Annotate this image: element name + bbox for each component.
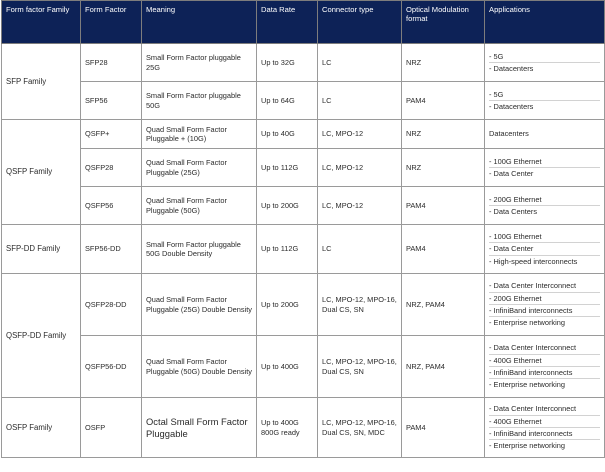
table-row: [2, 187, 605, 225]
form-factor-cell: SFP28: [81, 44, 142, 82]
header-modulation-format: Optical Modulation format: [402, 1, 485, 44]
applications-cell: [485, 82, 605, 120]
data-rate-cell: Up to 64G: [257, 82, 318, 120]
table-row: [2, 274, 605, 336]
meaning-cell: Quad Small Form Factor Pluggable (25G) Double Density: [142, 274, 257, 336]
data-rate-cell: Up to 200G: [257, 274, 318, 336]
applications-cell: [485, 149, 605, 187]
application-item: - High-speed interconnects: [489, 256, 578, 266]
application-item: - Enterprise networking: [489, 380, 565, 390]
application-item: - 100G Ethernet: [489, 231, 600, 243]
data-rate-cell: Up to 400G: [257, 336, 318, 398]
applications-cell: [485, 225, 605, 274]
application-item: - 5G: [489, 51, 600, 63]
data-rate-cell: Up to 32G: [257, 44, 318, 82]
applications-cell: [485, 398, 605, 458]
modulation-cell: NRZ, PAM4: [402, 336, 485, 398]
header-form-factor-family: Form factor Family: [2, 1, 81, 44]
meaning-cell: Quad Small Form Factor Pluggable (50G): [142, 187, 257, 225]
application-item: - Data Center Interconnect: [489, 403, 600, 415]
form-factor-cell: OSFP: [81, 398, 142, 458]
connector-cell: LC: [318, 44, 402, 82]
header-data-rate: Data Rate: [257, 1, 318, 44]
table-row: [2, 44, 605, 82]
application-item: Datacenters: [489, 129, 529, 139]
connector-cell: LC, MPO-12: [318, 187, 402, 225]
header-connector-type: Connector type: [318, 1, 402, 44]
connector-cell: LC, MPO-12, MPO-16, Dual CS, SN, MDC: [318, 398, 402, 458]
form-factor-cell: QSFP56-DD: [81, 336, 142, 398]
modulation-cell: PAM4: [402, 187, 485, 225]
connector-cell: LC, MPO-12: [318, 120, 402, 149]
form-factor-cell: SFP56: [81, 82, 142, 120]
application-item: - Datacenters: [489, 64, 534, 73]
application-item: - 400G Ethernet: [489, 416, 600, 428]
application-item: - Enterprise networking: [489, 441, 565, 451]
application-item: - Data Centers: [489, 207, 538, 216]
form-factor-table: [1, 0, 605, 458]
header-applications: Applications: [485, 1, 605, 44]
data-rate-cell: Up to 40G: [257, 120, 318, 149]
table-row: [2, 120, 605, 149]
application-item: - 200G Ethernet: [489, 194, 600, 206]
family-cell: QSFP-DD Family: [2, 274, 81, 398]
applications-cell: [485, 187, 605, 225]
data-rate-cell: Up to 112G: [257, 225, 318, 274]
form-factor-cell: QSFP+: [81, 120, 142, 149]
applications-cell: [485, 274, 605, 336]
meaning-cell: Quad Small Form Factor Pluggable (25G): [142, 149, 257, 187]
connector-cell: LC: [318, 225, 402, 274]
application-item: - Datacenters: [489, 102, 534, 111]
data-rate-cell: Up to 200G: [257, 187, 318, 225]
applications-cell: [485, 44, 605, 82]
meaning-cell: Small Form Factor pluggable 50G Double Density: [142, 225, 257, 274]
data-rate-cell: Up to 400G 800G ready: [257, 398, 318, 458]
modulation-cell: NRZ: [402, 149, 485, 187]
header-row: [2, 1, 605, 44]
form-factor-cell: QSFP28-DD: [81, 274, 142, 336]
table-row: [2, 149, 605, 187]
connector-cell: LC, MPO-12, MPO-16, Dual CS, SN: [318, 274, 402, 336]
connector-cell: LC, MPO-12, MPO-16, Dual CS, SN: [318, 336, 402, 398]
application-item: - Enterprise networking: [489, 318, 565, 328]
family-cell: OSFP Family: [2, 398, 81, 458]
application-item: - Data Center: [489, 243, 600, 255]
header-form-factor: Form Factor: [81, 1, 142, 44]
meaning-cell: Small Form Factor pluggable 25G: [142, 44, 257, 82]
application-item: - InfiniBand interconnects: [489, 428, 600, 440]
family-cell: QSFP Family: [2, 120, 81, 225]
meaning-cell: Small Form Factor pluggable 50G: [142, 82, 257, 120]
modulation-cell: NRZ: [402, 44, 485, 82]
header-meaning: Meaning: [142, 1, 257, 44]
form-factor-cell: QSFP28: [81, 149, 142, 187]
applications-cell: [485, 336, 605, 398]
modulation-cell: NRZ, PAM4: [402, 274, 485, 336]
data-rate-cell: Up to 112G: [257, 149, 318, 187]
application-item: - InfiniBand interconnects: [489, 305, 600, 317]
application-item: - Data Center Interconnect: [489, 342, 600, 354]
application-item: - Data Center Interconnect: [489, 280, 600, 292]
family-cell: SFP-DD Family: [2, 225, 81, 274]
meaning-cell: Octal Small Form Factor Pluggable: [142, 398, 257, 458]
application-item: - 5G: [489, 89, 600, 101]
meaning-cell: Quad Small Form Factor Pluggable (50G) Double Density: [142, 336, 257, 398]
meaning-cell: Quad Small Form Factor Pluggable + (10G): [142, 120, 257, 149]
modulation-cell: NRZ: [402, 120, 485, 149]
application-item: - InfiniBand interconnects: [489, 367, 600, 379]
table-row: [2, 398, 605, 458]
application-item: - Data Center: [489, 169, 534, 178]
applications-cell: [485, 120, 605, 149]
modulation-cell: PAM4: [402, 82, 485, 120]
table-row: [2, 336, 605, 398]
connector-cell: LC: [318, 82, 402, 120]
table-row: [2, 225, 605, 274]
family-cell: SFP Family: [2, 44, 81, 120]
application-item: - 200G Ethernet: [489, 293, 600, 305]
application-item: - 400G Ethernet: [489, 355, 600, 367]
modulation-cell: PAM4: [402, 225, 485, 274]
form-factor-cell: QSFP56: [81, 187, 142, 225]
form-factor-cell: SFP56-DD: [81, 225, 142, 274]
modulation-cell: PAM4: [402, 398, 485, 458]
table-row: [2, 82, 605, 120]
table-body: [2, 44, 605, 458]
connector-cell: LC, MPO-12: [318, 149, 402, 187]
application-item: - 100G Ethernet: [489, 156, 600, 168]
